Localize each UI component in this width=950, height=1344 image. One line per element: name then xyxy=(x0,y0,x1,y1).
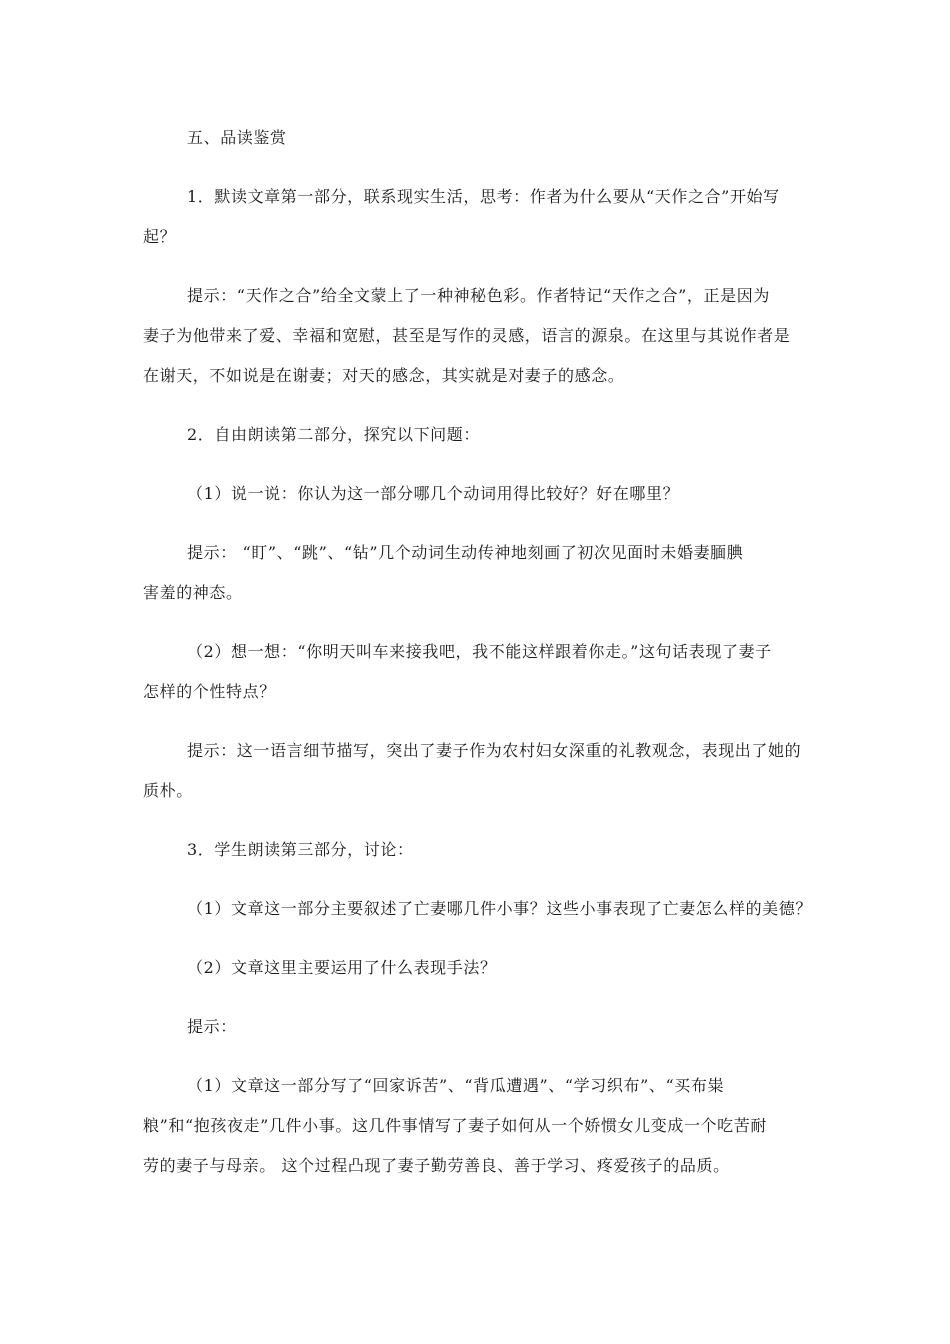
question-3-sub-2: （2）文章这里主要运用了什么表现手法？ xyxy=(187,958,497,977)
question-1-line-1: 1．默读文章第一部分，联系现实生活，思考：作者为什么要从“天作之合”开始写 xyxy=(187,187,780,206)
question-2-hint-2-line-2: 质朴。 xyxy=(143,781,193,800)
question-3-answer-1-line-3: 劳的妻子与母亲。 这个过程凸现了妻子勤劳善良、善于学习、疼爱孩子的品质。 xyxy=(143,1156,730,1175)
question-3-hint-label: 提示： xyxy=(187,1017,237,1036)
question-2-hint-2-line-1: 提示：这一语言细节描写，突出了妻子作为农村妇女深重的礼教观念，表现出了她的 xyxy=(187,741,802,760)
question-2-heading: 2．自由朗读第二部分，探究以下问题： xyxy=(187,425,480,444)
question-2-sub-2-line-1: （2）想一想：“你明天叫车来接我吧，我不能这样跟着你走。”这句话表现了妻子 xyxy=(187,642,772,661)
question-2-hint-1-line-2: 害羞的神态。 xyxy=(143,583,243,602)
question-3-heading: 3．学生朗读第三部分，讨论： xyxy=(187,840,414,859)
section-heading: 五、品读鉴赏 xyxy=(187,128,287,147)
hint-1-line-2: 妻子为他带来了爱、幸福和宽慰，甚至是写作的灵感，语言的源泉。在这里与其说作者是 xyxy=(143,326,791,345)
question-2-hint-1-line-1: 提示： “盯”、“跳”、“钻”几个动词生动传神地刻画了初次见面时未婚妻腼腆 xyxy=(187,543,744,562)
question-3-sub-1: （1）文章这一部分主要叙述了亡妻哪几件小事？这些小事表现了亡妻怎么样的美德？ xyxy=(187,899,812,918)
question-2-sub-2-line-2: 怎样的个性特点？ xyxy=(143,682,276,701)
hint-1-line-1: 提示：“天作之合”给全文蒙上了一种神秘色彩。作者特记“天作之合”，正是因为 xyxy=(187,286,770,305)
question-2-sub-1: （1）说一说：你认为这一部分哪几个动词用得比较好？好在哪里？ xyxy=(187,484,680,503)
question-3-answer-1-line-2: 粮”和“抱孩夜走”几件小事。这几件事情写了妻子如何从一个娇惯女儿变成一个吃苦耐 xyxy=(143,1116,767,1135)
hint-1-line-3: 在谢天，不如说是在谢妻；对天的感念，其实就是对妻子的感念。 xyxy=(143,366,625,385)
question-1-line-2: 起？ xyxy=(143,227,177,246)
question-3-answer-1-line-1: （1）文章这一部分写了“回家诉苦”、“背瓜遭遇”、“学习织布”、“买布粜 xyxy=(187,1076,725,1095)
